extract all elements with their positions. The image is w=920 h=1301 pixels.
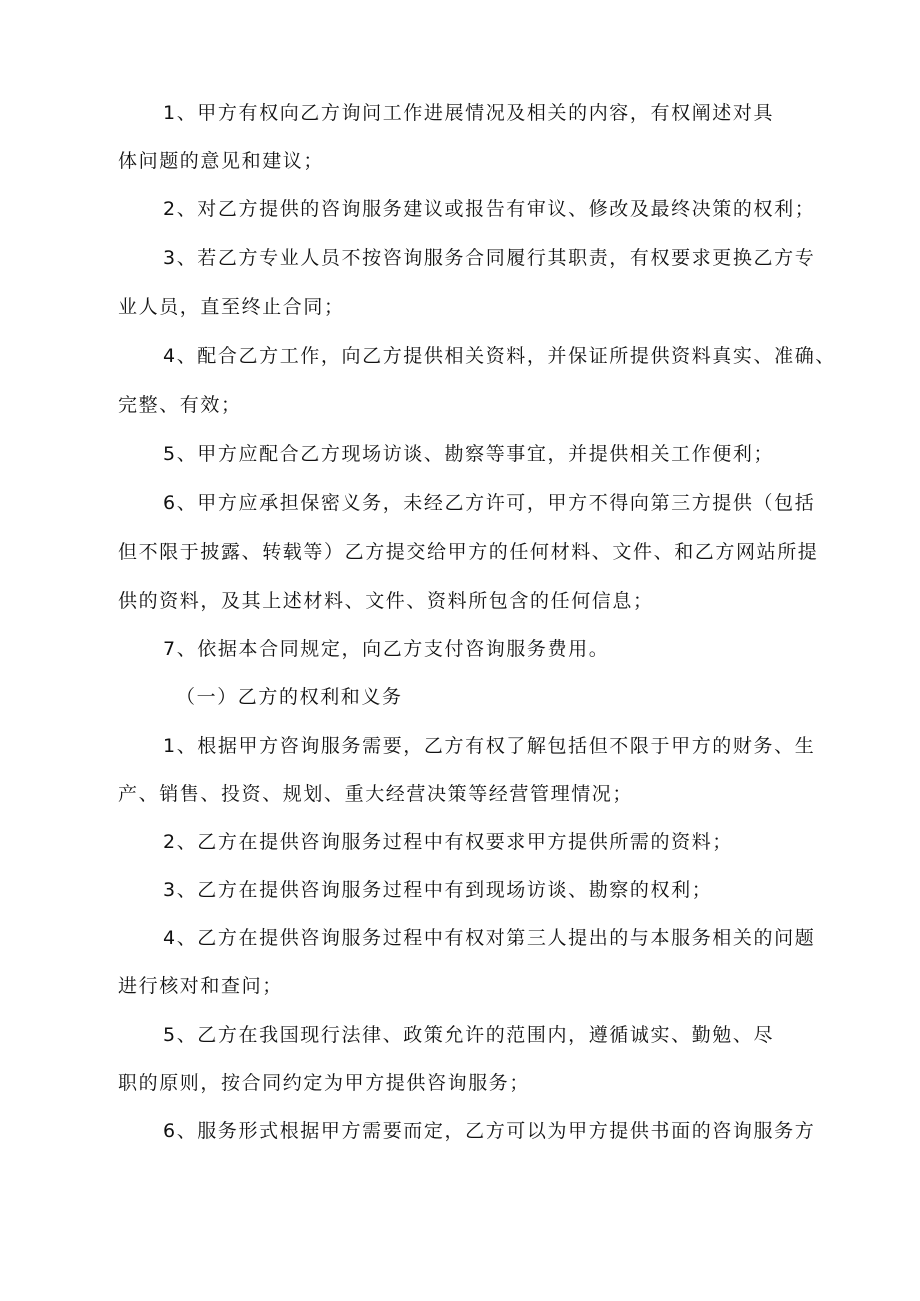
text-line: 1、甲方有权向乙方询问工作进展情况及相关的内容，有权阐述对具	[163, 102, 775, 124]
text-line: 3、乙方在提供咨询服务过程中有到现场访谈、勘察的权利；	[163, 879, 713, 901]
text-line: 2、乙方在提供咨询服务过程中有权要求甲方提供所需的资料；	[163, 831, 733, 853]
text-line: 6、服务形式根据甲方需要而定，乙方可以为甲方提供书面的咨询服务方	[163, 1120, 816, 1142]
text-line: 供的资料，及其上述材料、文件、资料所包含的任何信息；	[118, 590, 654, 612]
text-line: 但不限于披露、转载等）乙方提交给甲方的任何材料、文件、和乙方网站所提	[118, 541, 819, 563]
text-line: 4、配合乙方工作，向乙方提供相关资料，并保证所提供资料真实、准确、	[163, 345, 836, 367]
text-line: 3、若乙方专业人员不按咨询服务合同履行其职责，有权要求更换乙方专	[163, 247, 816, 269]
text-line: 2、对乙方提供的咨询服务建议或报告有审议、修改及最终决策的权利；	[163, 198, 816, 220]
text-line: 5、乙方在我国现行法律、政策允许的范围内，遵循诚实、勤勉、尽	[163, 1024, 775, 1046]
text-line: 5、甲方应配合乙方现场访谈、勘察等事宜，并提供相关工作便利；	[163, 443, 775, 465]
text-line: 7、依据本合同规定，向乙方支付咨询服务费用。	[163, 638, 610, 660]
text-line: 体问题的意见和建议；	[118, 150, 325, 172]
text-line: 完整、有效；	[118, 394, 242, 416]
text-line: 业人员，直至终止合同；	[118, 296, 345, 318]
text-line: 6、甲方应承担保密义务，未经乙方许可，甲方不得向第三方提供（包括	[163, 492, 816, 514]
text-line: 产、销售、投资、规划、重大经营决策等经营管理情况；	[118, 783, 634, 805]
text-line: 进行核对和查问；	[118, 975, 283, 997]
section-heading: （一）乙方的权利和义务	[176, 686, 403, 708]
text-line: 4、乙方在提供咨询服务过程中有权对第三人提出的与本服务相关的问题	[163, 927, 816, 949]
text-line: 1、根据甲方咨询服务需要，乙方有权了解包括但不限于甲方的财务、生	[163, 735, 816, 757]
text-line: 职的原则，按合同约定为甲方提供咨询服务；	[118, 1072, 531, 1094]
